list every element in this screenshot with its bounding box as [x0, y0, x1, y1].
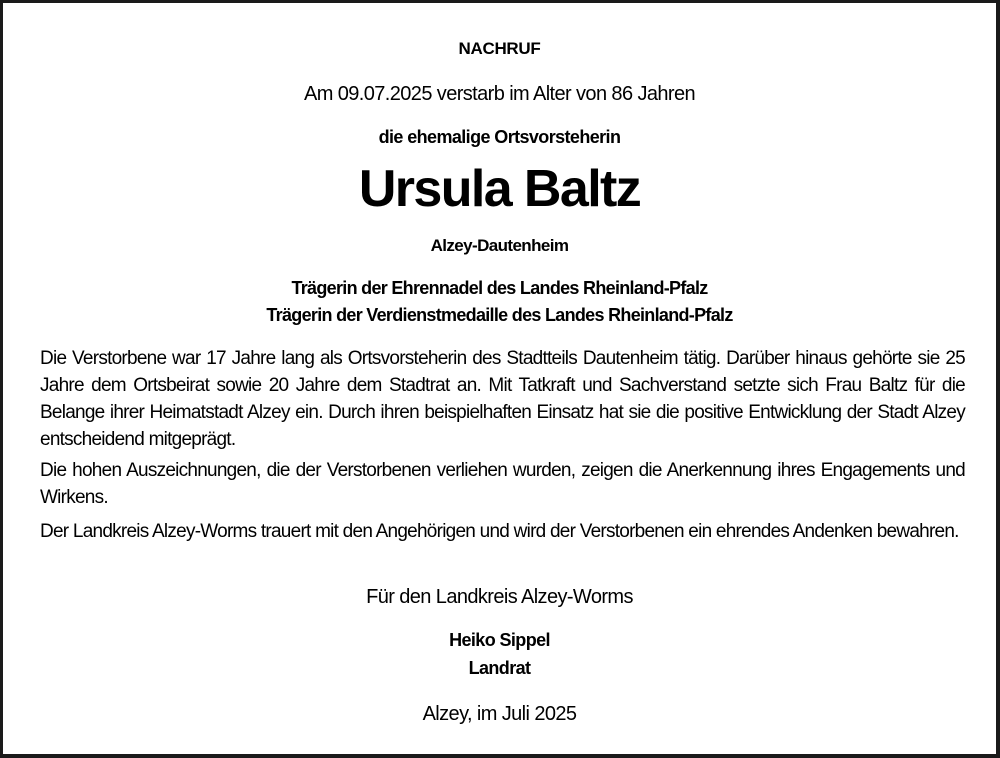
place-date: Alzey, im Juli 2025: [422, 703, 577, 725]
body-paragraph: Die Verstorbene war 17 Jahre lang als Ortsvorsteherin des Stadtteils Dautenheim tätig. Darüber hinaus gehörte sie 25 Jahre dem Ortsbeirat sowie 20 Jahre dem Stadtrat an. Mit Tatkraft und Sachverstand setzte sich Frau Baltz für die Belange ihrer Heimatstadt Alzey ein. Durch ihren beispielhaften Einsatz hat sie die positive Entwicklung der Stadt Alzey entscheidend mitgeprägt.: [40, 348, 965, 450]
body-paragraph: Die hohen Auszeichnungen, die der Verstorbenen verliehen wurden, zeigen die Anerkennung ihres Engagements und Wirkens.: [40, 460, 965, 508]
deceased-name: Ursula Baltz: [358, 160, 641, 218]
honor-line: Trägerin der Verdienstmedaille des Landes Rheinland-Pfalz: [266, 305, 733, 325]
place-line: Alzey-Dautenheim: [430, 236, 569, 255]
death-line: Am 09.07.2025 verstarb im Alter von 86 Jahren: [303, 83, 695, 105]
role-line: die ehemalige Ortsvorsteherin: [378, 127, 621, 147]
signature-organization: Für den Landkreis Alzey-Worms: [366, 586, 633, 608]
notice-heading: NACHRUF: [458, 39, 541, 58]
signer-title: Landrat: [468, 658, 531, 678]
signer-name: Heiko Sippel: [449, 630, 550, 650]
body-paragraph: Der Landkreis Alzey-Worms trauert mit den Angehörigen und wird der Verstorbenen ein ehrendes Andenken bewahren.: [40, 521, 959, 542]
honor-line: Trägerin der Ehrennadel des Landes Rheinland-Pfalz: [291, 278, 708, 298]
